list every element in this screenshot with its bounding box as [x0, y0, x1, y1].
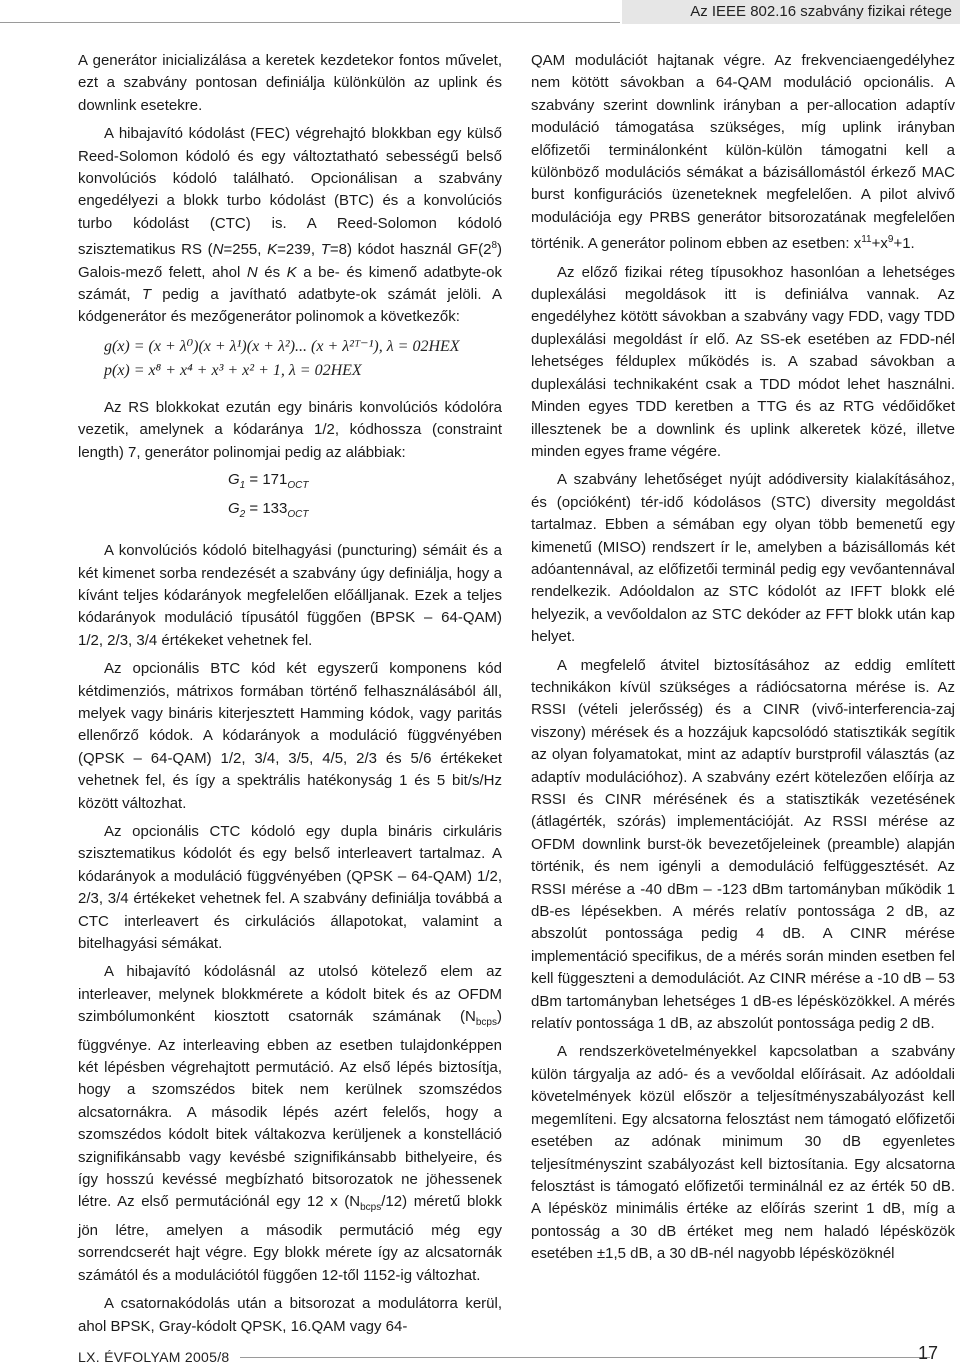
header-title: Az IEEE 802.16 szabvány fizikai rétege — [690, 3, 952, 20]
text-run: =239, — [277, 241, 321, 259]
paragraph-qam — [531, 50, 955, 256]
symbol: G — [228, 500, 240, 518]
var-k: K — [286, 263, 297, 281]
var-t: T — [320, 241, 330, 259]
paragraph: A rendszerkövetelményekkel kapcsolatban a szabvány külön tárgyalja az adó- és a vevőoldal előírásait. Az adóoldali követelmények közül először a teljesítményszabályozást kell megemlíteni. Egy alcsatorna felosztást nem támogató előfizetői esetében az adónak minimum 30 dB egyenletes teljesítményszint szabályozást kell biztosítania. Egy alcsatorna felosztást is támogató előfizetői terminálnál ez az érték 50 dB. A lépésköz minimális értéke az előírás szerint 1 dB, míg a pontosság a 30 dB értéket meg nem haladó lépésközök esetében ±1,5 dB, a 30 dB-nél nagyobb lépésközöknél — [531, 1043, 955, 1263]
footer-issue: LX. ÉVFOLYAM 2005/8 — [78, 1349, 230, 1365]
var-n: N — [246, 263, 258, 281]
paragraph-fec — [78, 123, 502, 329]
index: 2 — [239, 509, 246, 521]
exponent: 8 — [491, 240, 497, 252]
exponent: 9 — [887, 234, 894, 246]
right-column — [531, 50, 955, 1266]
exponent: 11 — [861, 234, 872, 246]
subscript: bcps — [360, 1202, 382, 1214]
generator-polynomials — [228, 468, 502, 526]
var-n: N — [212, 241, 224, 259]
text-run: A hibajavító kódolást (FEC) végrehajtó blokkban egy külső Reed-Solomon kódoló és egy változtatható sebességű belső konvolúciós kódoló található. Opcionálisan a szabvány engedélyezi a blokk turbo kódolást (BTC) és a konvolúciós turbo kódolást (CTC) is. A Reed-Solomon kódoló szisztematikus RS ( — [78, 125, 502, 259]
generator-g2 — [228, 497, 502, 526]
var-t: T — [141, 286, 151, 304]
paragraph: A megfelelő átvitel biztosításához az eddig említett technikákon kívül szükséges a rádiócsatorna mérése is. Az RSSI (vételi jelerősség) és a CINR (vivő-interferencia-zaj viszony) mérések és a hozzájuk kapcsolódó statisztikák segítik az olyan folyamatokat, mint az adaptív burstprofil választás (az adaptív modulációhoz). A szabvány ezért kötelezően előírja az RSSI és CINR mérésének és a statisztikák vezetésének (átlagérték, szórás) implementációját. Az RSSI mérése az OFDM downlink burst-ök bevezetőjeleinek (preamble) alapján történik, és nem igényli a demoduláció felfüggesztését. Az RSSI mérése a -40 dBm – -123 dBm tartományban működik 1 dB-es lépésekben. A mérés relatív pontossága 2 dB, az abszolút pontossága pedig 4 dB. A CINR mérése implementáció specifikus, de a mérés során minden esetben fel kell függeszteni a demodulációt. Az CINR mérése a -10 dB – 53 dBm tartományban lehetséges 1 dB-es lépésközökkel. A mérés relatív pontossága 1 dB, az abszolút pontossága pedig 2 dB. — [531, 656, 955, 1033]
page-number: 17 — [917, 1343, 938, 1363]
paragraph: Az RS blokkokat ezután egy bináris konvolúciós kódolóra vezetik, amelynek a kódaránya 1/2, kódhossza (constraint length) 7, generátor polinomjai pedig az alábbiak: — [78, 398, 502, 461]
text-run: +x — [871, 235, 888, 253]
text-run: QAM modulációt hajtanak végre. Az frekvenciaengedélyhez nem kötött sávokban a 64-QAM moduláció opcionális. A szabvány szerint downlink irányban a per-allocation adaptív moduláció támogatása szükséges, míg uplink irányban előfizetői terminálonként külön-külön támogatni kell a különböző modulációs sémákat a bázisállomástól érkező MAC burst konfigurációs üzeneteknek megfelelően. A pilot alvivő modulációja egy PRBS generátor bitsorozatának megfelelően történik. A generátor polinom ebben az esetben: x — [531, 52, 955, 253]
text-run: A hibajavító kódolásnál az utolsó kötelező elem az interleaver, melynek blokkmérete a kódolt bitek és az OFDM szimbólumonként kiosztott csatornák számának (N — [78, 963, 502, 1026]
text-run: pedig a javítható adatbyte-ok számát jelöli. A kódgenerátor és mezőgenerátor polinomok a következők: — [78, 286, 502, 326]
paragraph: A generátor inicializálása a keretek kezdetekor fontos művelet, ezt a szabvány pontosan definiálja különkülön az uplink és downlink esetekre. — [78, 52, 502, 114]
formula-g: g(x) = (x + λ⁰)(x + λ¹)(x + λ²)... (x + λ²ᵀ⁻¹), λ = 02HEX — [104, 337, 460, 355]
text-run: =8) kódot használ GF(2 — [329, 241, 492, 259]
paragraph: A szabvány lehetőséget nyújt adódiversity kialakításához, és (opcióként) tér-idő kódolásos (STC) diversity megoldást tartalmaz. Ebben a sémában egy olyan több bemenetű egy kimenetű (MISO) rendszert ír le, amelyben a bázisállomás két adóantennával, az előfizetői terminál pedig egy vevőantennával rendelkezik. Adóoldalon az STC kódolót az IFFT blokk elé helyezik, a vevőoldalon az STC dekóder az FFT blokk után kap helyet. — [531, 471, 955, 646]
base: OCT — [287, 480, 309, 492]
paragraph: Az opcionális CTC kódoló egy dupla bináris cirkuláris szisztematikus kódolót és egy belső interleavert tartalmaz. A kódarányok a moduláció függvényében (QPSK – 64-QAM) 1/2, 2/3, 3/4 értékeket vehetnek fel. A szabvány definiálja továbbá a CTC interleavert és cirkulációs állapotokat, valamint a bitelhagyási sémákat. — [78, 822, 502, 952]
value: = 171 — [245, 471, 288, 489]
paragraph-interleaver — [78, 961, 502, 1287]
base: OCT — [287, 509, 309, 521]
index: 1 — [239, 480, 246, 492]
footer-rule — [240, 1357, 930, 1358]
text-run: +1. — [893, 235, 915, 253]
text-run: =255, — [223, 241, 268, 259]
polynomial-formulas — [104, 335, 502, 383]
var-k: K — [267, 241, 278, 259]
header-rule — [0, 22, 620, 23]
paragraph: Az előző fizikai réteg típusokhoz hasonlóan a lehetséges duplexálási megoldások itt is definiálva vannak. Az engedélyhez kötött sávokban a szabvány vagy FDD, vagy TDD duplexálási megoldást ír elő. Az SS-ek esetében az FDD-nél lehetséges félduplex működés is. A szabad sávokban a duplexálási technikaként csak a TDD módot lehet használni. Minden egyes TDD keretben a TTG és az RTG védőidőket illesztenek be a downlink és uplink alkeretek közé, illetve minden egyes frame végére. — [531, 263, 955, 460]
paragraph: A konvolúciós kódoló bitelhagyási (puncturing) sémáit és a két kimenet sorba rendezését a szabvány úgy definiálja, hogy a kívánt teljes kódarányok megfelelően előálljanak. Ezek a teljes kódarányok moduláció típusától függően (BPSK – 64-QAM) 1/2, 2/3, 3/4 értékeket vehetnek fel. — [78, 542, 502, 649]
header-title-box — [622, 0, 960, 24]
formula-p: p(x) = x⁸ + x⁴ + x³ + x² + 1, λ = 02HEX — [104, 361, 362, 379]
generator-g1 — [228, 468, 502, 497]
subscript: bcps — [475, 1017, 497, 1029]
text-run: a be- és kimenő adatbyte-ok számát, — [78, 263, 502, 304]
symbol: G — [228, 471, 240, 489]
running-header — [0, 0, 960, 26]
text-run: és — [257, 263, 287, 281]
text-run: ) függvénye. Az interleaving ebben az esetben tulajdonképpen két lépésben végrehajtott permutáció. Az első lépés biztosítja, hogy a szomszédos bitek nem kerülnek szomszédos alcsatornákra. A második lépés azért felelős, hogy a szomszédos kódolt bitek váltakozva kerüljenek a konstelláció szignifikánsabb vagy kevésbé szignifikánsabb bithelyeire, és így hosszú kevéssé megbízható bitsorozatok ne jöhessenek létre. Az első permutációnál egy 12 x (N — [78, 1008, 502, 1211]
text-run: ) Galois-mező felett, ahol — [78, 241, 502, 281]
value: = 133 — [245, 500, 288, 518]
left-column — [78, 50, 502, 1338]
paragraph: A csatornakódolás után a bitsorozat a modulátorra kerül, ahol BPSK, Gray-kódolt QPSK, 16.QAM vagy 64- — [78, 1295, 502, 1335]
text-run: /12) méretű blokk jön létre, amelyen a második permutáció még egy sorrendcserét hajt végre. Egy blokk mérete így az alcsatornák számától és a modulációtól függően 12-től 1152-ig változhat. — [78, 1193, 502, 1284]
paragraph: Az opcionális BTC kód két egyszerű komponens kód kétdimenziós, mátrixos formában történő felhasználásából áll, melyek vagy bináris kiterjesztett Hamming kódok, vagy paritás ellenőrző kódok. A kódarányok a moduláció függvényében (QPSK – 64-QAM) 1/2, 3/4, 3/5, 4/5, 2/3 és 5/6 értékeket vehetnek fel, és így a spektrális hatékonyság 1 és 5 bit/s/Hz között változhat. — [78, 660, 502, 812]
